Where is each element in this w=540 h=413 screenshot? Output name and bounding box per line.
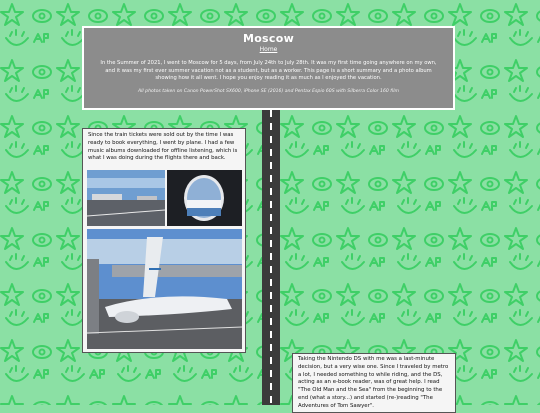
home-link[interactable]: Home xyxy=(259,46,278,53)
intro-text: In the Summer of 2021, I went to Moscow for 5 days, from July 24th to July 28th. It was my first time going anywhere on my own, and it was my first ever summer vacation not as a student, but as a worker. This page is a short summary and a photo album showing how it all went. I hope you enjoy reading it as much as I enjoyed the vacation. xyxy=(100,60,437,82)
flight-story-text: Since the train tickets were sold out by the time I was ready to book everything, I went by plane. I had a few music albums downloaded for offline listening, which is what I was doing during the flights there and back. xyxy=(88,132,238,162)
parked-airplane-photo[interactable] xyxy=(87,229,242,349)
nintendo-ds-story-card xyxy=(292,353,456,413)
page-title: Moscow xyxy=(242,32,295,45)
road-center-line xyxy=(270,110,272,405)
nintendo-ds-story-text: Taking the Nintendo DS with me was a last-minute decision, but a very wise one. Since I traveled by metro a lot, I needed something to while riding, and the DS, acting as an e-book reader, was of great help. I read "The Old Man and the Sea" from the beginning to the end (what a story...) and started (re-)reading "The Adventures of Tom Sawyer". xyxy=(298,356,449,409)
camera-caption: All photos taken on Canon PowerShot SX600, iPhone SE (2016) and Pentax Espio 60S with Silberra Color 160 film xyxy=(138,88,399,94)
airport-runway-photo[interactable] xyxy=(87,170,165,226)
flight-story-card xyxy=(82,128,246,353)
page-header xyxy=(82,26,455,110)
airplane-window-photo[interactable] xyxy=(167,170,242,226)
road-divider xyxy=(262,110,280,405)
